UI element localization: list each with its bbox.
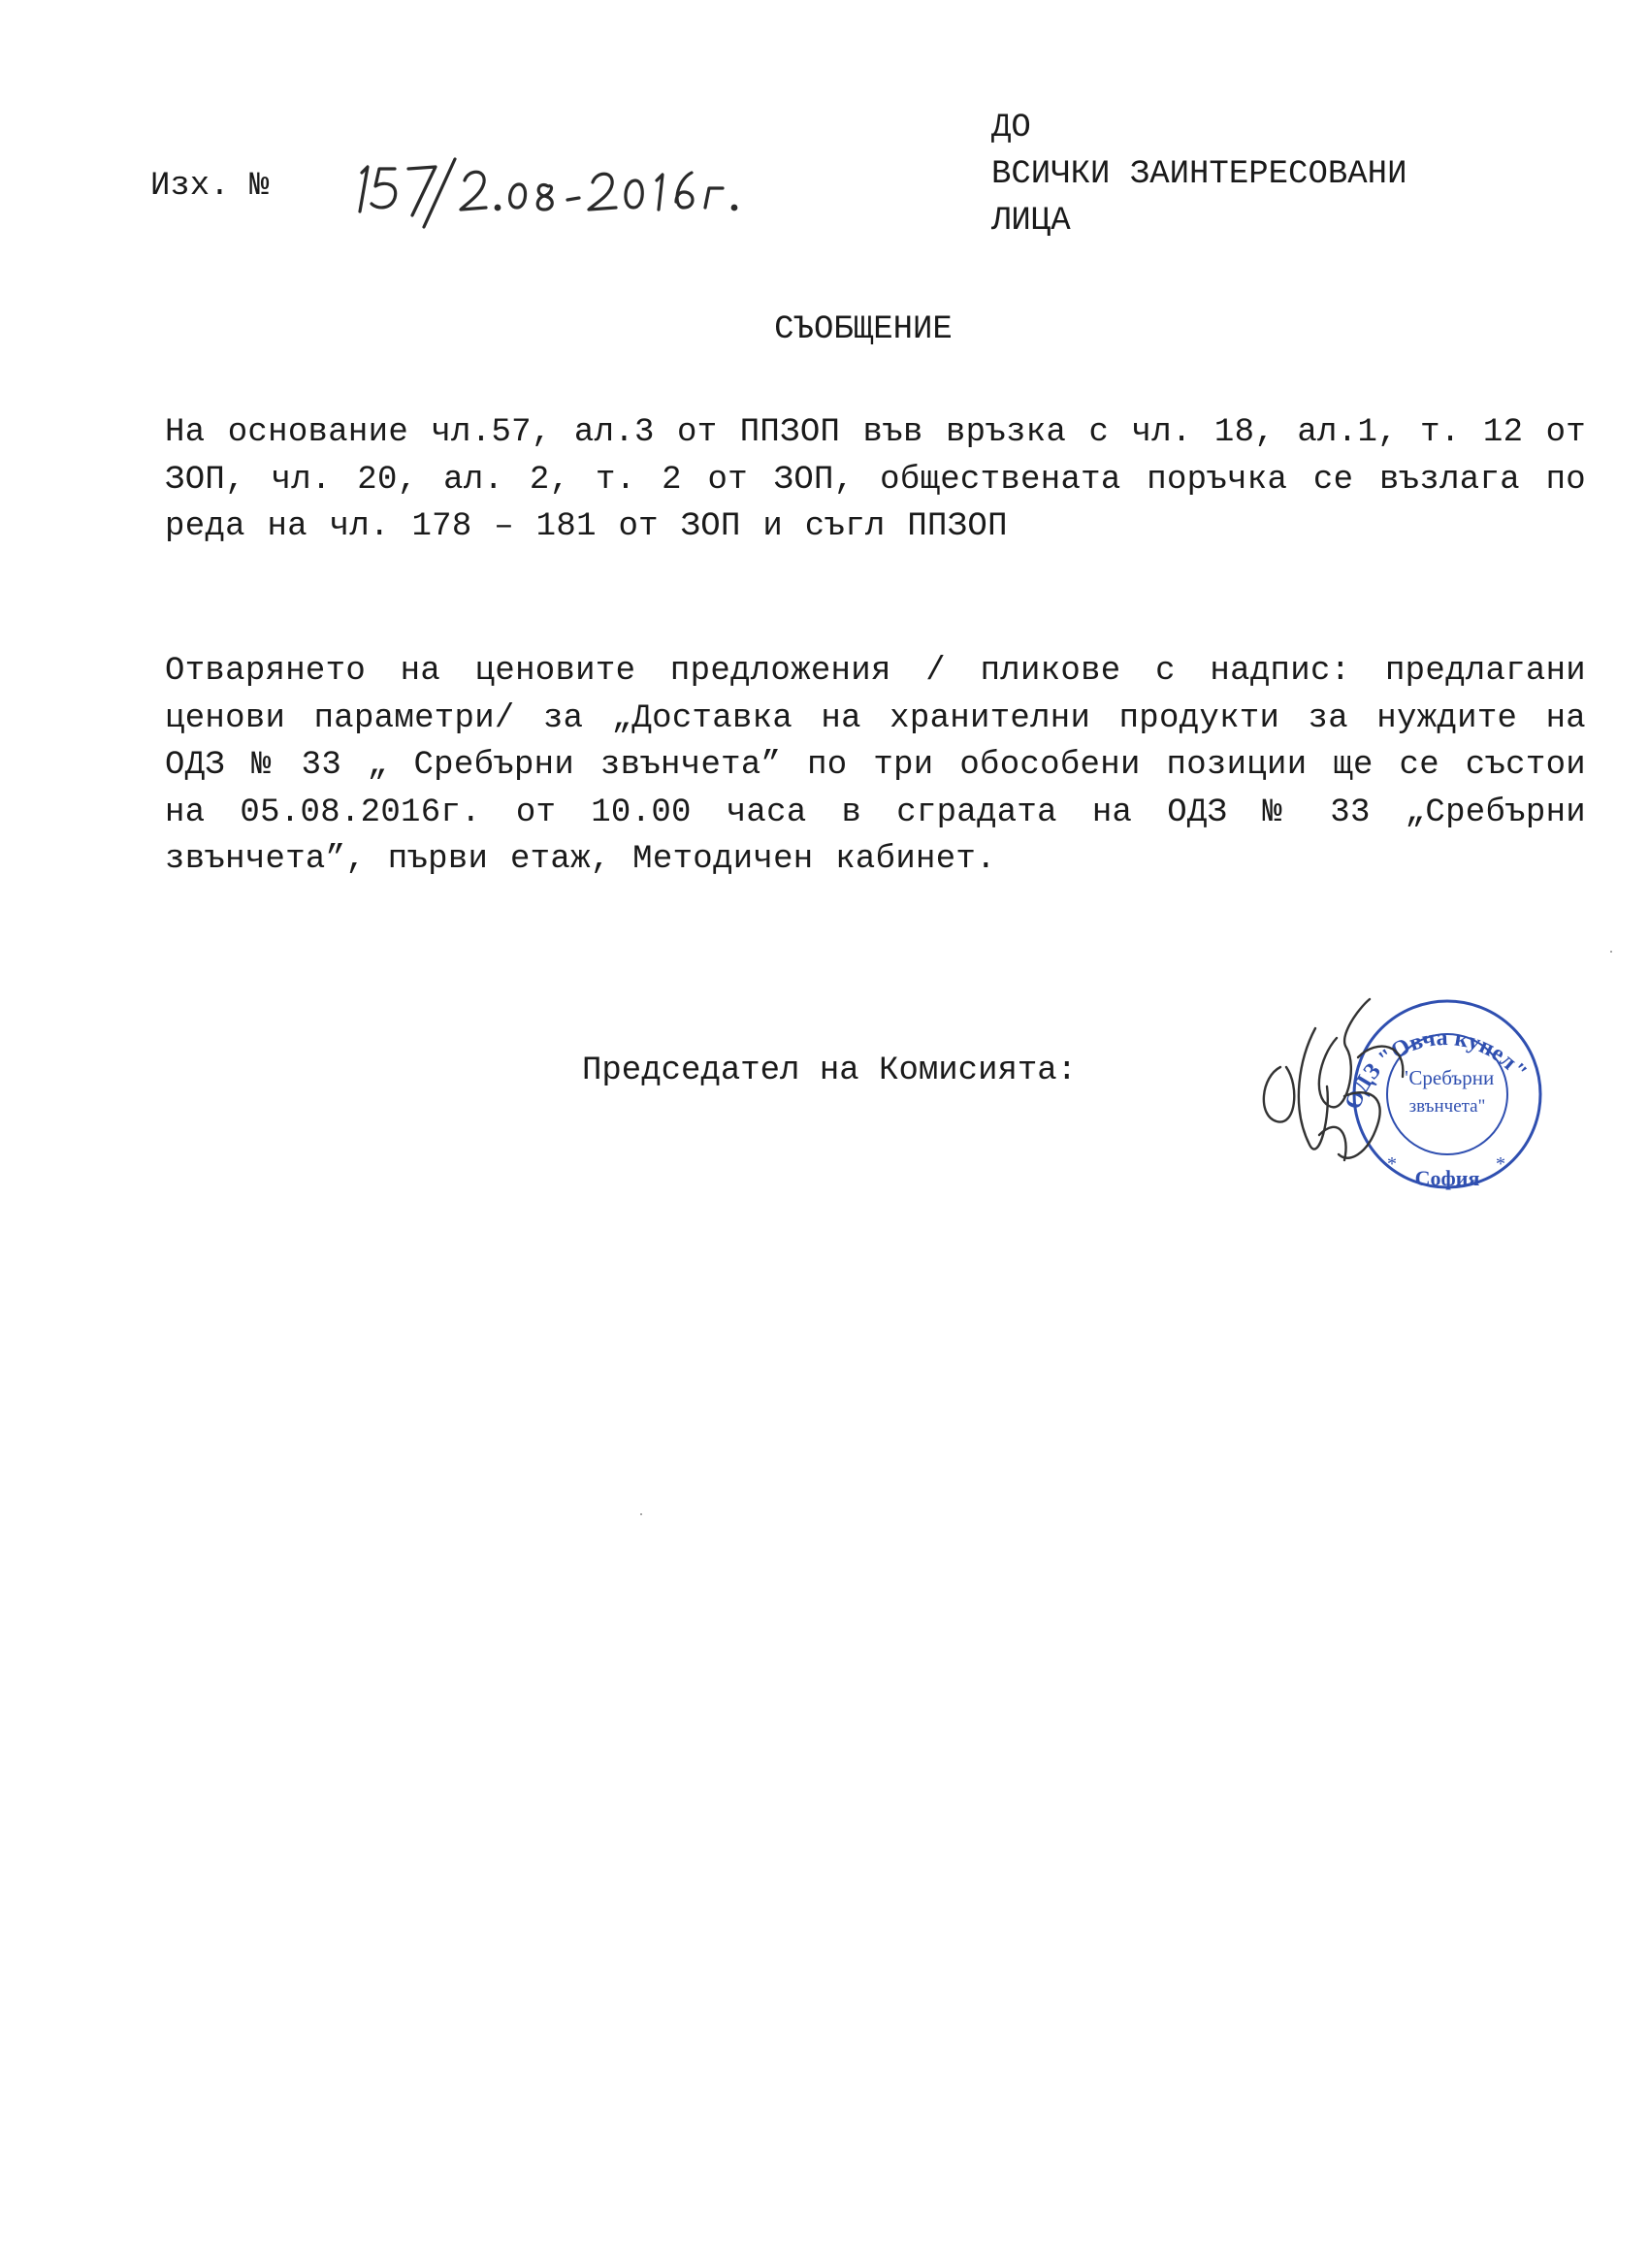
paragraph-legal-basis: На основание чл.57, ал.3 от ППЗОП във връзка с чл. 18, ал.1, т. 12 от ЗОП, чл. 20, ал. 2, т. 2 от ЗОП, обществената поръчка се възлага по реда на чл. 178 – 181 от ЗОП и съгл ППЗОП xyxy=(165,414,1586,545)
scan-speck xyxy=(1610,951,1612,953)
stamp-outer-text: ОДЗ "Овча купел" xyxy=(1341,1024,1533,1114)
signature-label: Председател на Комисията: xyxy=(582,1053,1078,1089)
paragraph-opening-notice: Отварянето на ценовите предложения / пликове с надпис: предлагани ценови параметри/ за „Доставка на хранителни продукти за нуждите на ОДЗ № 33 „ Сребърни звънчета” по три обособени позиции ще се състои на 05.08.2016г. от 10.00 часа в сградата на ОДЗ № 33 „Сребърни звънчета”, първи етаж, Методичен кабинет. xyxy=(165,653,1586,878)
signature-and-stamp xyxy=(1222,970,1571,1222)
outgoing-label: Изх. № xyxy=(150,168,270,205)
addressee-line-3: ЛИЦА xyxy=(991,203,1071,240)
scan-speck xyxy=(640,1513,642,1515)
handwritten-signature xyxy=(1264,999,1404,1160)
stamp-bottom-text: София xyxy=(1414,1166,1480,1190)
addressee-line-2: ВСИЧКИ ЗАИНТЕРЕСОВАНИ xyxy=(991,156,1407,193)
stamp-inner-line-1: "Сребърни xyxy=(1400,1066,1495,1089)
document-title: СЪОБЩЕНИЕ xyxy=(774,311,953,348)
svg-text:*: * xyxy=(1387,1153,1397,1175)
outgoing-number xyxy=(150,163,269,210)
stamp-inner-line-2: звънчета" xyxy=(1408,1096,1486,1117)
svg-text:*: * xyxy=(1496,1153,1505,1175)
addressee-block xyxy=(991,105,1406,244)
addressee-line-1: ДО xyxy=(991,110,1031,146)
handwritten-outgoing-number xyxy=(335,151,839,229)
